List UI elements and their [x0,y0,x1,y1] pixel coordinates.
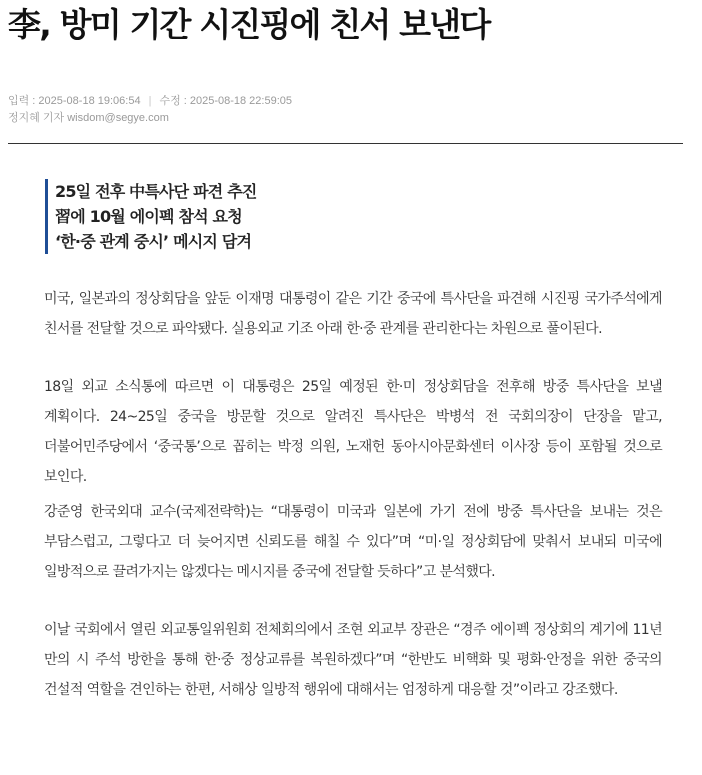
subheading-line: 習에 10월 에이펙 참석 요청 [55,207,242,226]
article-subheadings [45,179,257,254]
input-time: 2025-08-18 19:06:54 [38,95,141,107]
article-meta [8,93,292,127]
subheading-line: ‘한·중 관계 중시’ 메시지 담겨 [55,232,252,251]
body-paragraph: 강준영 한국외대 교수(국제전략학)는 “대통령이 미국과 일본에 가기 전에 방중 특사단을 보내는 것은 부담스럽고, 그렇다고 더 늦어지면 신뢰도를 해칠 수 있다”며 “미·일 정상회담에 맞춰서 보내되 미국에 일방적으로 끌려가지는 않겠다는 메시지를 중국에 전달할 듯하다”고 분석했다. [44,504,662,580]
edit-time: 2025-08-18 22:59:05 [189,95,293,107]
timestamps [8,93,292,110]
article-headline: 李, 방미 기간 시진핑에 친서 보낸다 [8,5,490,44]
body-paragraph: 미국, 일본과의 정상회담을 앞둔 이재명 대통령이 같은 기간 중국에 특사단을 파견해 시진핑 국가주석에게 친서를 전달할 것으로 파악됐다. 실용외교 기조 아래 한·중 관계를 관리한다는 차원으로 풀이된다. [44,291,662,337]
body-paragraph: 18일 외교 소식통에 따르면 이 대통령은 25일 예정된 한·미 정상회담을 전후해 방중 특사단을 보낼 계획이다. 24~25일 중국을 방문할 것으로 알려진 특사단은 박병석 전 국회의장이 단장을 맡고, 더불어민주당에서 ‘중국통’으로 꼽히는 박정 의원, 노재헌 동아시아문화센터 이사장 등이 포함될 것으로 보인다. [44,379,662,485]
header-divider [8,143,683,144]
byline[interactable]: 정지혜 기자 wisdom@segye.com [8,112,169,124]
edit-label: 수정 : [159,95,190,107]
body-paragraph: 이날 국회에서 열린 외교통일위원회 전체회의에서 조현 외교부 장관은 “경주 에이펙 정상회의 계기에 11년 만의 시 주석 방한을 통해 한·중 정상교류를 복원하겠다”며 “한반도 비핵화 및 평화·안정을 위한 중국의 건설적 역할을 견인하는 한편, 서해상 일방적 행위에 대해서는 엄정하게 대응할 것”이라고 강조했다. [44,622,662,698]
subheading-line: 25일 전후 中특사단 파견 추진 [55,182,257,201]
meta-separator: | [148,95,152,107]
input-label: 입력 : [8,95,39,107]
article-body [44,284,662,705]
